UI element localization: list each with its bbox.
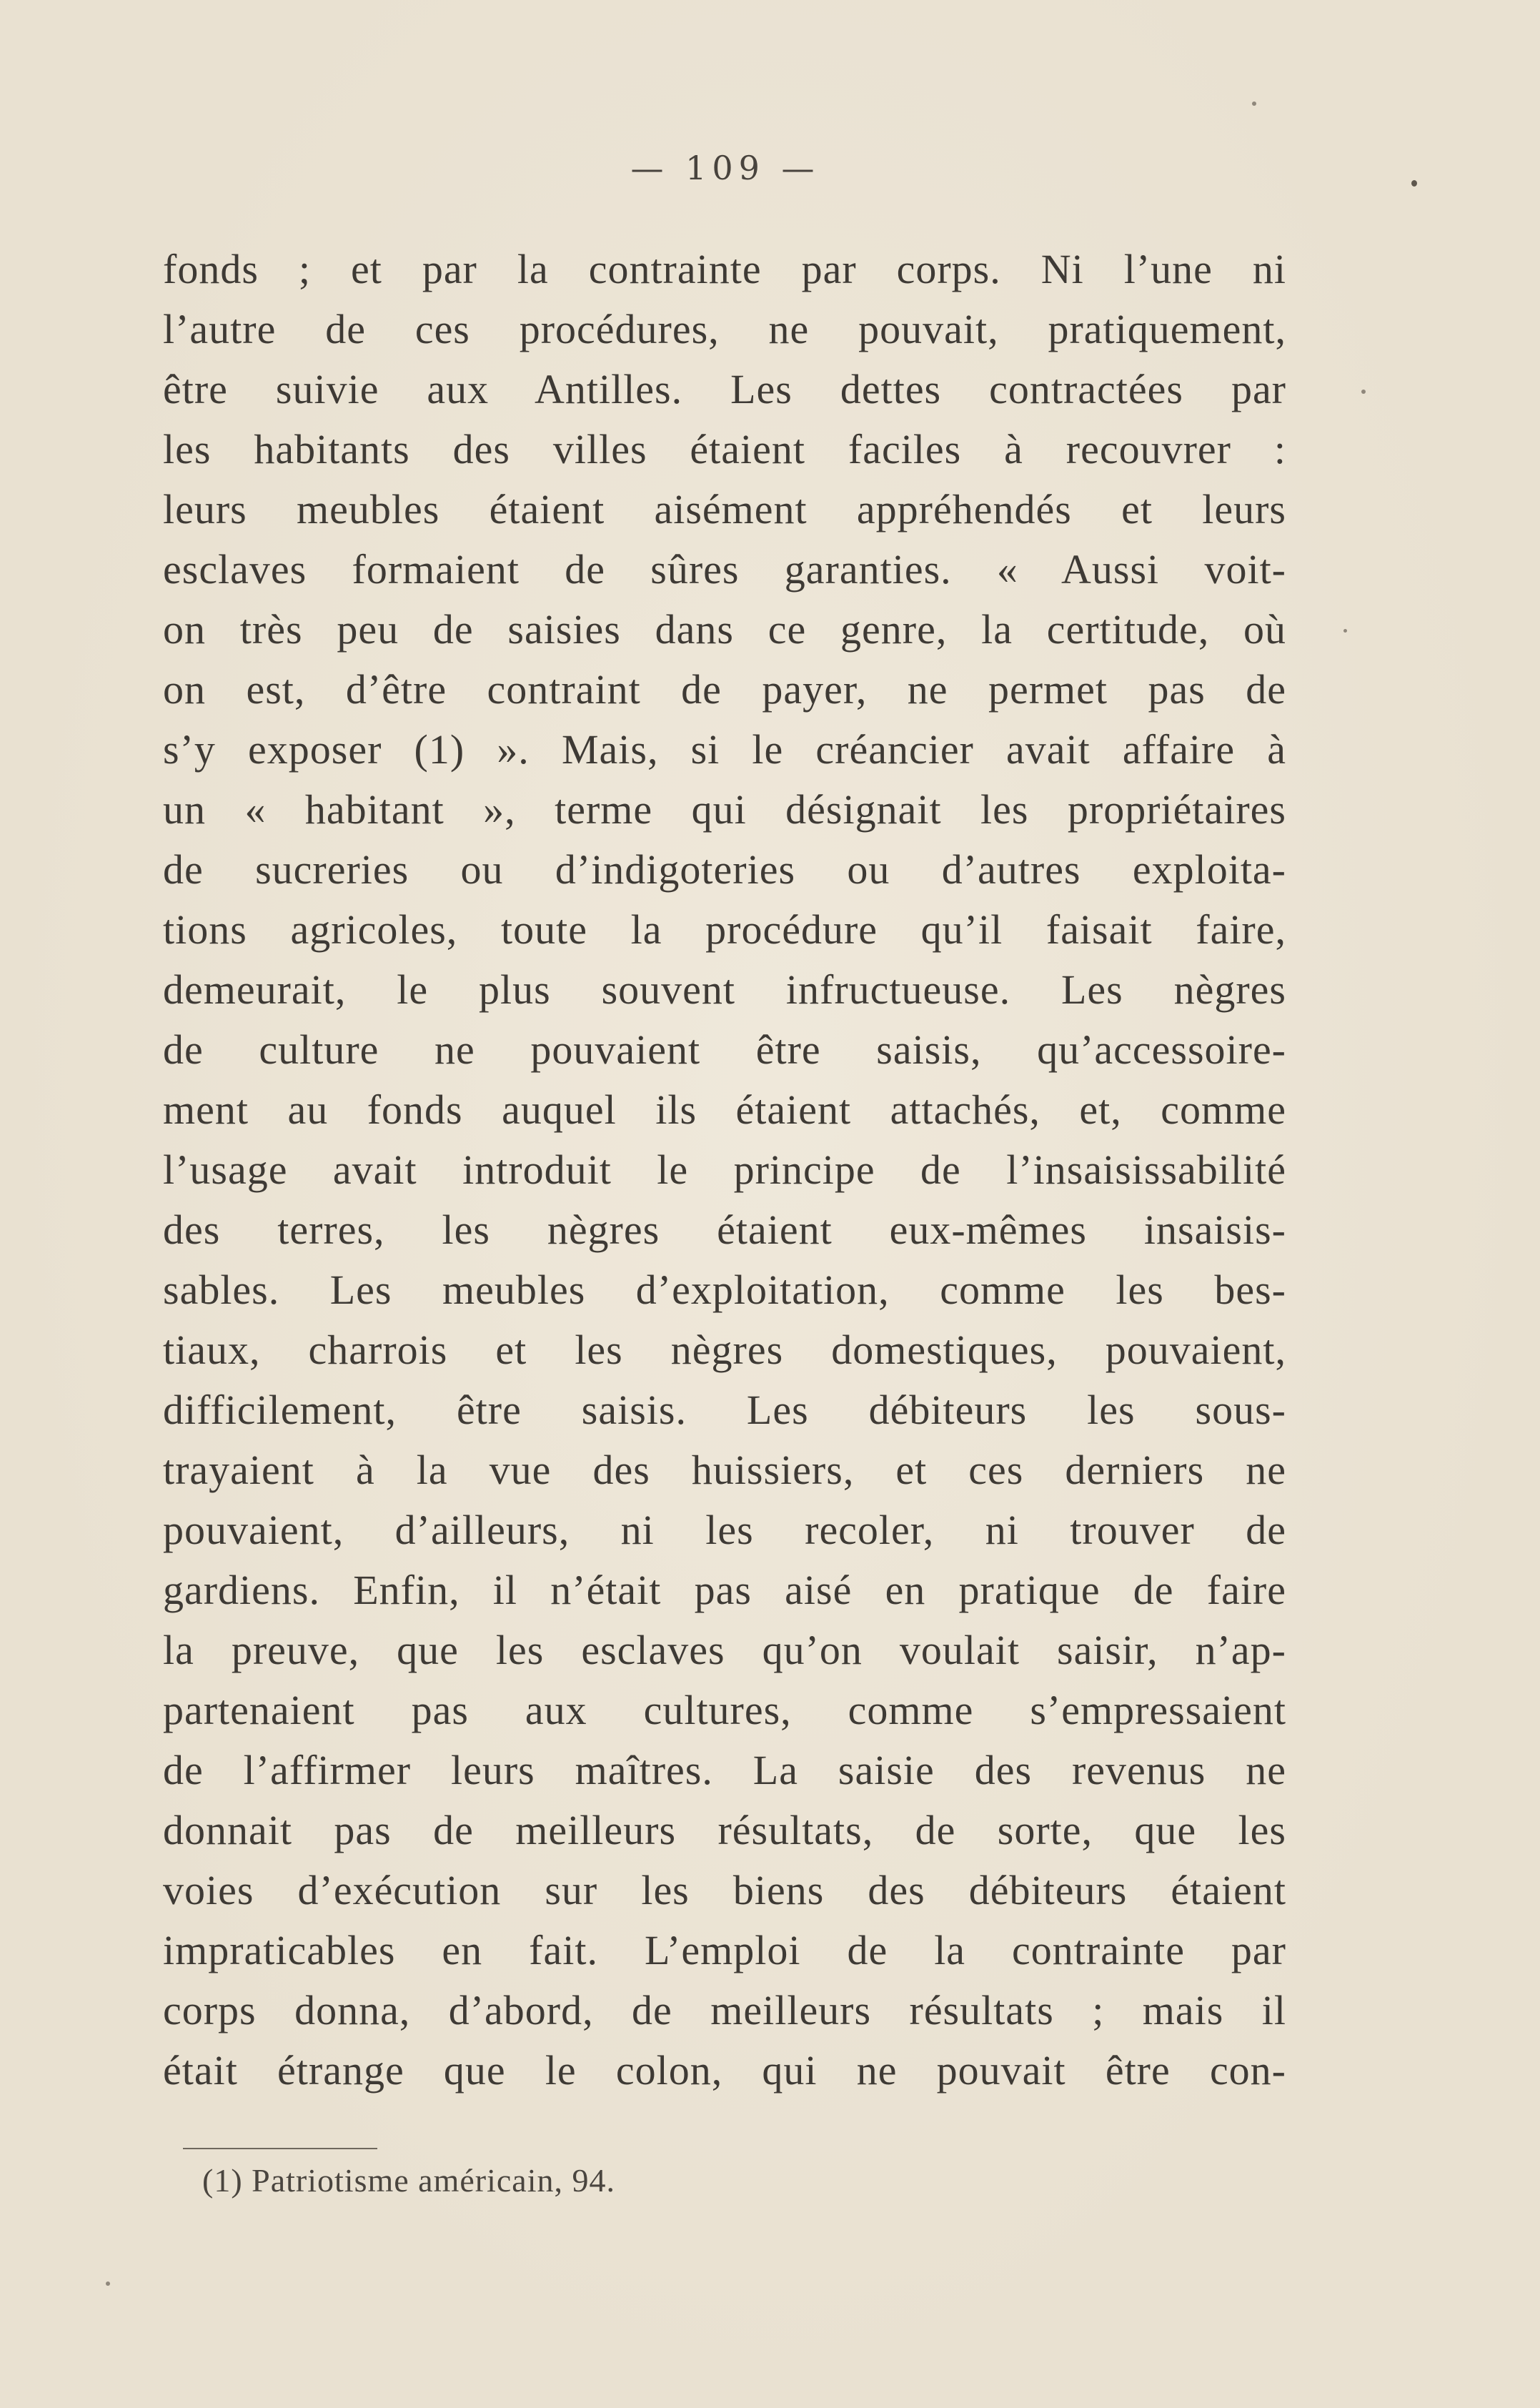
text-line: les habitants des villes étaient faciles à recouvrer : [163, 426, 1286, 472]
footnote: (1) Patriotisme américain, 94. [202, 2162, 616, 2199]
paper-speck [1252, 101, 1256, 106]
text-line: partenaient pas aux cultures, comme s’empressaient [163, 1687, 1286, 1733]
text-line: de culture ne pouvaient être saisis, qu’accessoire- [163, 1026, 1286, 1073]
paper-speck [1343, 629, 1347, 633]
paper-speck [1361, 390, 1366, 394]
text-line: s’y exposer (1) ». Mais, si le créancier avait affaire à [163, 726, 1286, 773]
text-line: l’usage avait introduit le principe de l’insaisissabilité [163, 1146, 1286, 1193]
text-line: on très peu de saisies dans ce genre, la certitude, où [163, 606, 1286, 653]
text-line: pouvaient, d’ailleurs, ni les recoler, ni trouver de [163, 1507, 1286, 1553]
text-line: être suivie aux Antilles. Les dettes contractées par [163, 366, 1286, 412]
text-line: demeurait, le plus souvent infructueuse. Les nègres [163, 966, 1286, 1013]
text-line: on est, d’être contraint de payer, ne permet pas de [163, 666, 1286, 713]
text-line: donnait pas de meilleurs résultats, de sorte, que les [163, 1807, 1286, 1853]
footnote-divider [183, 2148, 377, 2149]
text-line: ment au fonds auquel ils étaient attachés, et, comme [163, 1086, 1286, 1133]
text-line: de l’affirmer leurs maîtres. La saisie des revenus ne [163, 1747, 1286, 1793]
text-line: était étrange que le colon, qui ne pouvait être con- [163, 2047, 1286, 2094]
text-line: l’autre de ces procédures, ne pouvait, pratiquement, [163, 306, 1286, 352]
text-line: esclaves formaient de sûres garanties. « Aussi voit- [163, 546, 1286, 593]
text-line: gardiens. Enfin, il n’était pas aisé en pratique de faire [163, 1567, 1286, 1613]
paper-speck [106, 2281, 110, 2286]
text-line: la preuve, que les esclaves qu’on voulait saisir, n’ap- [163, 1627, 1286, 1673]
text-line: corps donna, d’abord, de meilleurs résultats ; mais il [163, 1987, 1286, 2033]
text-line: voies d’exécution sur les biens des débiteurs étaient [163, 1867, 1286, 1913]
text-line: impraticables en fait. L’emploi de la contrainte par [163, 1927, 1286, 1973]
text-line: fonds ; et par la contrainte par corps. Ni l’une ni [163, 246, 1286, 292]
text-line: des terres, les nègres étaient eux-mêmes insaisis- [163, 1207, 1286, 1253]
page-number: — 109 — [630, 149, 820, 187]
text-line: leurs meubles étaient aisément appréhendés et leurs [163, 486, 1286, 532]
text-line: sables. Les meubles d’exploitation, comme les bes- [163, 1267, 1286, 1313]
body-text [163, 239, 1286, 2101]
text-line: tions agricoles, toute la procédure qu’il faisait faire, [163, 906, 1286, 953]
text-line: un « habitant », terme qui désignait les propriétaires [163, 786, 1286, 833]
text-line: trayaient à la vue des huissiers, et ces derniers ne [163, 1447, 1286, 1493]
text-line: difficilement, être saisis. Les débiteurs les sous- [163, 1387, 1286, 1433]
text-line: tiaux, charrois et les nègres domestiques, pouvaient, [163, 1327, 1286, 1373]
text-line: de sucreries ou d’indigoteries ou d’autres exploita- [163, 846, 1286, 893]
